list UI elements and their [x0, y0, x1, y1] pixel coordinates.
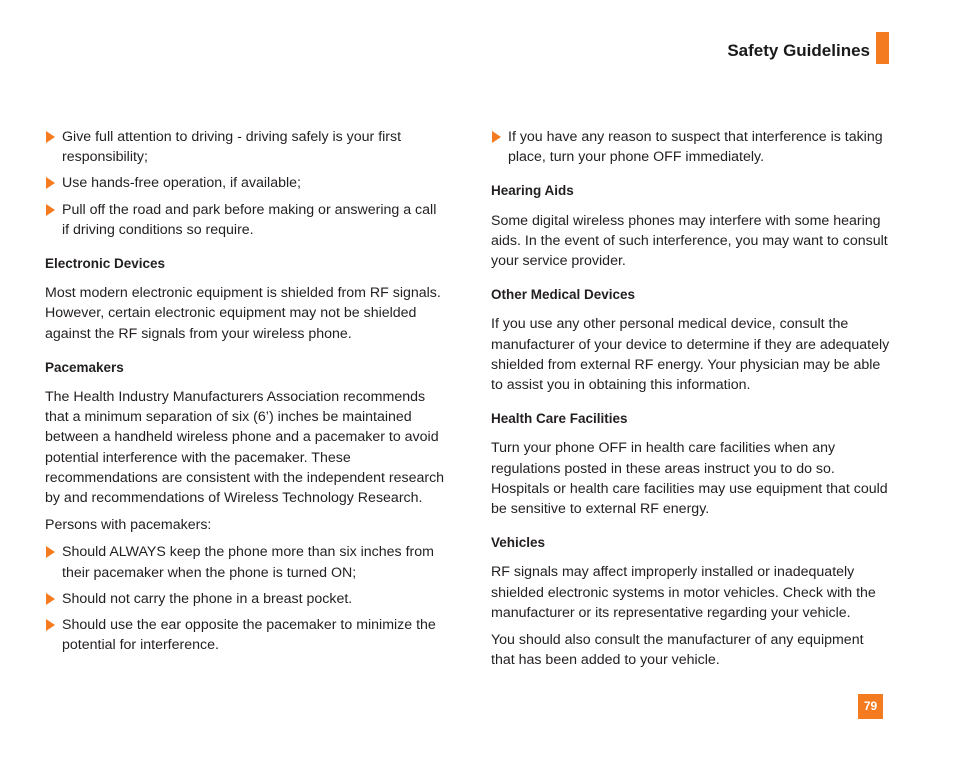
bullet-text: Give full attention to driving - driving safely is your first responsibility; — [62, 129, 402, 166]
bullet-text: Use hands-free operation, if available; — [62, 175, 301, 192]
bullet-item — [45, 127, 445, 167]
section-title: Safety Guidelines — [727, 41, 870, 60]
triangle-bullet-icon — [46, 619, 55, 631]
bullet-item — [45, 615, 445, 655]
triangle-bullet-icon — [46, 131, 55, 143]
health-care-heading: Health Care Facilities — [491, 411, 628, 427]
electronic-devices-text: Most modern electronic equipment is shielded from RF signals. However, certain electronic equipment may not be shielded against the RF signals from your wireless phone. — [45, 285, 441, 342]
other-medical-heading: Other Medical Devices — [491, 287, 636, 303]
triangle-bullet-icon — [492, 131, 501, 143]
triangle-bullet-icon — [46, 593, 55, 605]
bullet-text: Pull off the road and park before making or answering a call if driving conditions so require. — [62, 201, 437, 238]
health-care-text: Turn your phone OFF in health care facilities when any regulations posted in these areas instruct you to do so. Hospitals or health care facilities may use equipment that could be sensitive to external RF energy. — [491, 440, 888, 518]
bullet-item — [45, 589, 445, 609]
triangle-bullet-icon — [46, 177, 55, 189]
triangle-bullet-icon — [46, 546, 55, 558]
other-medical-text: If you use any other personal medical device, consult the manufacturer of your device to determine if they are adequately shielded from external RF energy. Your physician may be able to assist you in obtaining this information. — [491, 316, 890, 394]
hearing-aids-heading: Hearing Aids — [491, 183, 574, 199]
bullet-text: Should ALWAYS keep the phone more than six inches from their pacemaker when the phone is turned ON; — [62, 544, 434, 581]
vehicles-heading: Vehicles — [491, 535, 546, 551]
right-column — [491, 127, 891, 677]
triangle-bullet-icon — [46, 204, 55, 216]
bullet-item — [491, 127, 891, 167]
pacemakers-text: The Health Industry Manufacturers Association recommends that a minimum separation of six (6’) inches be maintained between a handheld wireless phone and a pacemaker to avoid potential interference with the pacemaker. These recommendations are consistent with the independent research by and recommendations of Wireless Technology Research. — [45, 389, 445, 507]
vehicles-text-2: You should also consult the manufacturer of any equipment that has been added to your vehicle. — [491, 632, 864, 669]
pacemakers-heading: Pacemakers — [45, 359, 124, 375]
bullet-text: Should use the ear opposite the pacemaker to minimize the potential for interference. — [62, 617, 436, 654]
electronic-devices-heading: Electronic Devices — [45, 256, 166, 272]
vehicles-text-1: RF signals may affect improperly installed or inadequately shielded electronic systems in motor vehicles. Check with the manufacturer or its representative regarding your vehicle. — [491, 564, 876, 621]
page-number: 79 — [858, 694, 883, 719]
bullet-item — [45, 173, 445, 193]
bullet-text: Should not carry the phone in a breast pocket. — [62, 590, 353, 607]
bullet-item — [45, 542, 445, 582]
left-column — [45, 127, 445, 661]
bullet-text: If you have any reason to suspect that interference is taking place, turn your phone OFF immediately. — [508, 129, 883, 166]
accent-bar — [876, 32, 889, 64]
pacemakers-intro: Persons with pacemakers: — [45, 517, 212, 534]
bullet-item — [45, 200, 445, 240]
hearing-aids-text: Some digital wireless phones may interfere with some hearing aids. In the event of such interference, you may want to consult your service provider. — [491, 212, 888, 270]
